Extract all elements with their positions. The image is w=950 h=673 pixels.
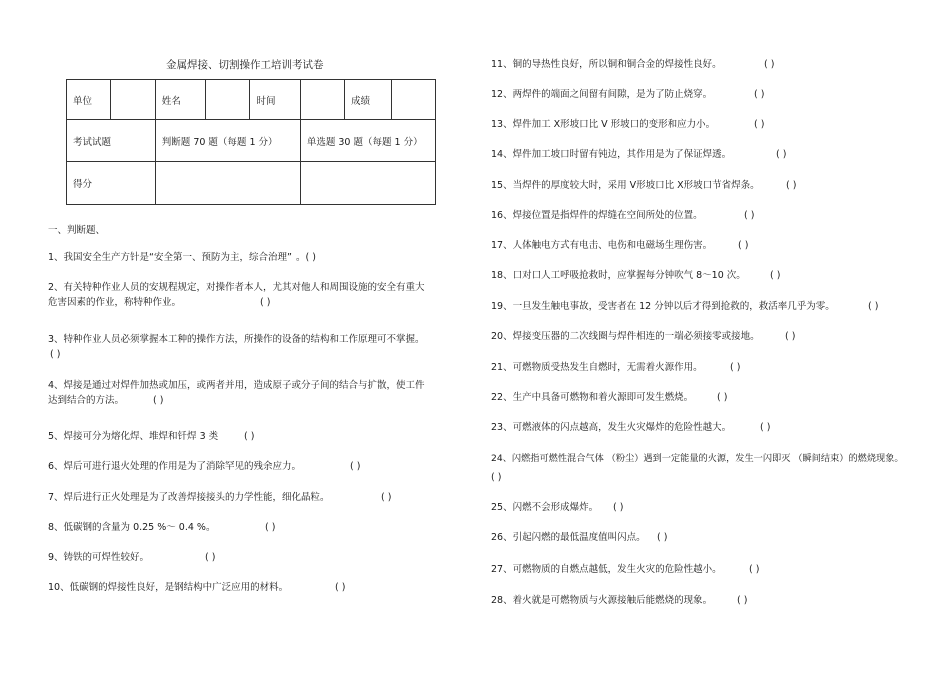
question-text: 24、闪燃指可燃性混合气体 （粉尘）遇到一定能量的火源，发生一闪即灭 （瞬间结束）的燃烧现象。 <box>491 453 904 464</box>
answer-blank[interactable]: ( ) <box>749 564 760 575</box>
question-16 <box>491 208 755 223</box>
answer-blank[interactable]: ( ) <box>776 149 787 160</box>
header-row-2 <box>67 120 436 162</box>
question-5 <box>48 429 255 444</box>
question-text: 25、闪燃不会形成爆炸。 <box>491 502 599 513</box>
answer-blank[interactable]: ( ) <box>335 582 346 593</box>
question-3 <box>48 332 425 360</box>
header-row-3 <box>67 162 436 205</box>
question-text: 9、铸铁的可焊性较好。 <box>48 552 150 563</box>
answer-blank[interactable]: ( ) <box>737 595 748 606</box>
answer-blank[interactable]: ( ) <box>265 522 276 533</box>
question-text: 19、一旦发生触电事故，受害者在 12 分钟以后才得到抢救的，救活率几乎为零。 <box>491 301 835 312</box>
question-text: 2、有关特种作业人员的安规程规定，对操作者本人，尤其对他人和周围设施的安全有重大 <box>48 282 425 293</box>
answer-blank[interactable]: ( ) <box>205 552 216 563</box>
section-title: 一、判断题、 <box>48 225 106 236</box>
question-text: 14、焊件加工坡口时留有钝边，其作用是为了保证焊透。 <box>491 149 732 160</box>
question-7 <box>48 490 392 505</box>
header-row-1 <box>67 80 436 120</box>
question-text: 1、我国安全生产方针是“安全第一、预防为主，综合治理” <box>48 252 292 263</box>
answer-blank[interactable]: ( ) <box>770 270 781 281</box>
question-text: 22、生产中具备可燃物和着火源即可发生燃烧。 <box>491 392 694 403</box>
question-text: 4、焊接是通过对焊件加热或加压，或两者并用，造成原子或分子间的结合与扩散，使工件 <box>48 380 425 391</box>
cell-time-value <box>300 80 344 120</box>
cell-score-label: 成绩 <box>345 80 391 120</box>
question-8 <box>48 520 276 535</box>
answer-blank[interactable]: ( ) <box>613 502 624 513</box>
question-20 <box>491 329 796 344</box>
question-26 <box>491 530 668 545</box>
answer-blank[interactable]: ( ) <box>260 297 271 308</box>
question-23 <box>491 420 771 435</box>
question-12 <box>491 87 765 102</box>
answer-blank[interactable]: ( ) <box>754 89 765 100</box>
question-text: 12、两焊件的端面之间留有间隙，是为了防止烧穿。 <box>491 89 713 100</box>
answer-blank[interactable]: ( ) <box>738 240 749 251</box>
answer-blank[interactable]: ( ) <box>785 331 796 342</box>
question-2 <box>48 280 425 310</box>
question-13 <box>491 117 765 132</box>
question-10 <box>48 580 346 595</box>
question-6 <box>48 459 361 474</box>
cell-name-value <box>206 80 250 120</box>
question-text: 10、低碳钢的焊接性良好，是钢结构中广泛应用的材料。 <box>48 582 289 593</box>
question-text: 6、焊后可进行退火处理的作用是为了消除罕见的残余应力。 <box>48 461 302 472</box>
question-19 <box>491 299 879 314</box>
answer-blank[interactable]: ( ) <box>764 59 775 70</box>
question-text: 20、焊接变压器的二次线圈与焊件相连的一端必须接零或接地。 <box>491 331 760 342</box>
answer-blank[interactable]: ( ) <box>760 422 771 433</box>
cell-points-single <box>300 162 435 205</box>
answer-blank[interactable]: ( ) <box>717 392 728 403</box>
question-11 <box>491 57 775 72</box>
answer-blank[interactable]: ( ) <box>491 472 502 483</box>
cell-points-label: 得分 <box>67 162 156 205</box>
answer-blank[interactable]: ( ) <box>786 180 797 191</box>
cell-score-value <box>391 80 435 120</box>
answer-blank[interactable]: ( ) <box>657 532 668 543</box>
question-21 <box>491 360 741 375</box>
question-27 <box>491 562 760 577</box>
exam-header-table <box>66 79 436 205</box>
question-text: 11、铜的导热性良好，所以铜和铜合金的焊接性良好。 <box>491 59 722 70</box>
question-text: 18、口对口人工呼吸抢救时，应掌握每分钟吹气 8～10 次。 <box>491 270 746 281</box>
answer-blank[interactable]: ( ) <box>868 301 879 312</box>
question-text: 26、引起闪燃的最低温度值叫闪点。 <box>491 532 646 543</box>
cell-exam-label: 考试试题 <box>67 120 156 162</box>
cell-judge-info: 判断题 70 题（每题 1 分） <box>155 120 300 162</box>
question-25 <box>491 500 624 515</box>
question-text-cont: 达到结合的方法。 <box>48 395 125 406</box>
cell-unit-value <box>111 80 155 120</box>
question-text: 13、焊件加工 X形坡口比 V 形坡口的变形和应力小。 <box>491 119 716 130</box>
question-4 <box>48 378 425 408</box>
exam-title: 金属焊接、切割操作工培训考试卷 <box>166 59 324 71</box>
question-22 <box>491 390 728 405</box>
question-24 <box>491 451 904 483</box>
question-28 <box>491 593 748 608</box>
cell-single-info: 单选题 30 题（每题 1 分） <box>300 120 435 162</box>
question-text-cont: 危害因素的作业，称特种作业。 <box>48 297 182 308</box>
cell-name-label: 姓名 <box>155 80 205 120</box>
question-text: 15、当焊件的厚度较大时，采用 V形坡口比 X形坡口节省焊条。 <box>491 180 760 191</box>
question-text: 27、可燃物质的自燃点越低，发生火灾的危险性越小。 <box>491 564 722 575</box>
answer-blank[interactable]: ( ) <box>153 395 164 406</box>
answer-blank[interactable]: ( ) <box>244 431 255 442</box>
answer-blank[interactable]: ( ) <box>50 349 61 360</box>
question-1 <box>48 250 316 265</box>
question-text: 16、焊接位置是指焊件的焊缝在空间所处的位置。 <box>491 210 703 221</box>
question-text: 7、焊后进行正火处理是为了改善焊接接头的力学性能，细化晶粒。 <box>48 492 330 503</box>
question-text: 21、可燃物质受热发生自燃时，无需着火源作用。 <box>491 362 703 373</box>
cell-unit-label: 单位 <box>67 80 111 120</box>
question-text: 28、着火就是可燃物质与火源接触后能燃烧的现象。 <box>491 595 713 606</box>
question-18 <box>491 268 781 283</box>
question-text: 17、人体触电方式有电击、电伤和电磁场生理伤害。 <box>491 240 713 251</box>
cell-points-judge <box>155 162 300 205</box>
answer-blank[interactable]: 。( ) <box>296 252 316 263</box>
question-17 <box>491 238 749 253</box>
question-text: 5、焊接可分为熔化焊、堆焊和钎焊 3 类 <box>48 431 219 442</box>
question-text: 8、低碳钢的含量为 0.25 %～ 0.4 %。 <box>48 522 216 533</box>
question-15 <box>491 178 797 193</box>
answer-blank[interactable]: ( ) <box>730 362 741 373</box>
answer-blank[interactable]: ( ) <box>381 492 392 503</box>
answer-blank[interactable]: ( ) <box>350 461 361 472</box>
question-text: 3、特种作业人员必须掌握本工种的操作方法，所操作的设备的结构和工作原理可不掌握。 <box>48 334 425 345</box>
answer-blank[interactable]: ( ) <box>754 119 765 130</box>
cell-time-label: 时间 <box>250 80 300 120</box>
question-text: 23、可燃液体的闪点越高，发生火灾爆炸的危险性越大。 <box>491 422 732 433</box>
question-9 <box>48 550 216 565</box>
answer-blank[interactable]: ( ) <box>744 210 755 221</box>
question-14 <box>491 147 787 162</box>
